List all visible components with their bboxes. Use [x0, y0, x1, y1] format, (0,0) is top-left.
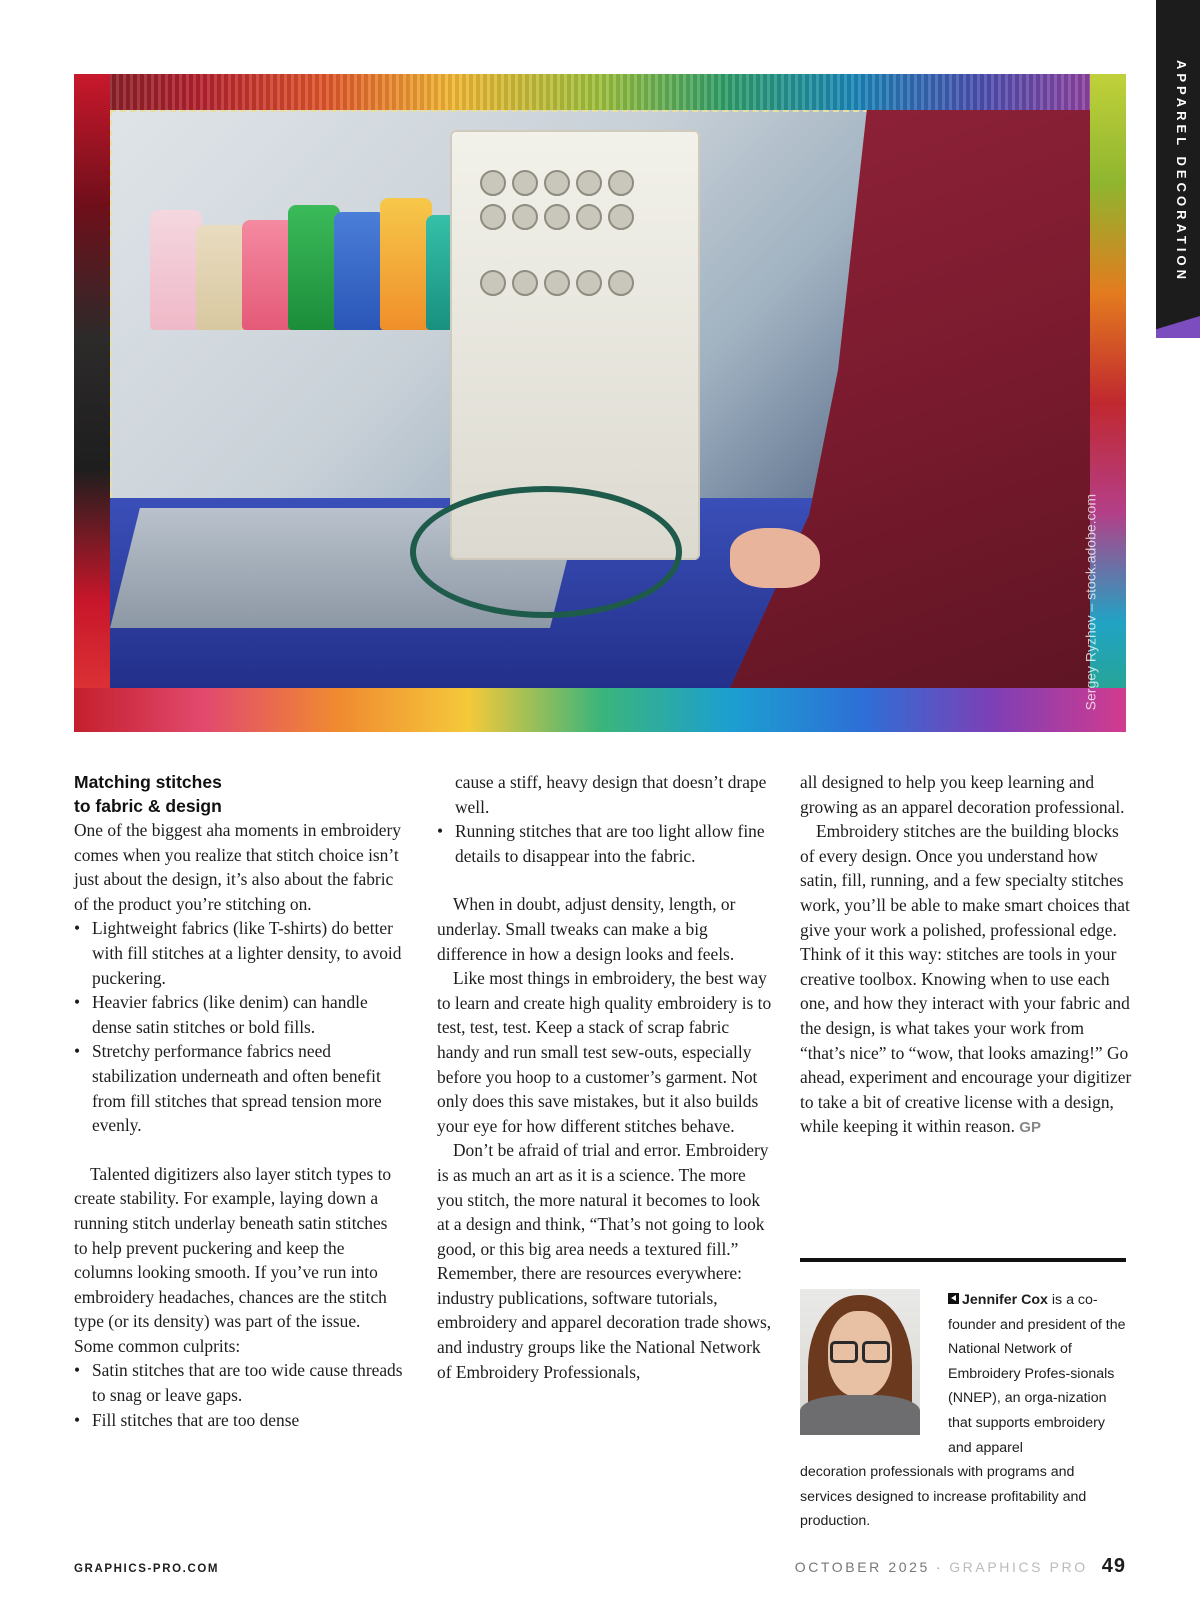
footer-separator: · — [935, 1559, 944, 1575]
body-paragraph: Don’t be afraid of trial and error. Embroidery is as much an art as it is a science. The more you stitch, the more natural it becomes to look at a design and think, “That’s not going to look good, or this big area needs a textured fill.” Remember, there are resources everywhere: industry publications, software tutorials, embroidery and apparel decoration trade shows, and industry groups like the National Network of Embroidery Professionals, — [437, 1140, 772, 1382]
operator-hand — [730, 528, 820, 588]
hero-photo — [74, 74, 1126, 732]
intro-paragraph: One of the biggest aha moments in embroidery comes when you realize that stitch choice isn’t just about the design, it’s also about the fabric of the product you’re stitching on. — [74, 820, 401, 914]
thread-spools-bottom — [74, 688, 1126, 732]
article-column-2 — [437, 770, 775, 1384]
body-paragraph: all designed to help you keep learning and growing as an apparel decoration professional. — [800, 772, 1125, 817]
list-item: • Heavier fabrics (like denim) can handle dense satin stitches or bold fills. — [74, 992, 368, 1037]
bio-marker-icon — [948, 1293, 959, 1304]
operator-arm — [730, 110, 1090, 688]
issue-date: OCTOBER 2025 — [794, 1559, 930, 1575]
article-column-3 — [800, 770, 1132, 1141]
author-bio: Jennifer Cox is a co-founder and president of the National Network of Embroidery Profes-sionals (NNEP), an orga-nization that supports embroidery and apparel — [948, 1292, 1126, 1456]
list-item: • Lightweight fabrics (like T-shirts) do better with fill stitches at a lighter density, to avoid puckering. — [74, 918, 402, 988]
closing-paragraph: Embroidery stitches are the building blocks of every design. Once you understand how satin, fill, running, and a few specialty stitches work, you’ll be able to make smart choices that give your work a polished, professional edge. Think of it this way: stitches are tools in your creative toolbox. Knowing when to use each one, and how they interact with your fabric and the design, is what takes your work from “that’s nice” to “wow, that looks amazing!” Go ahead, experiment and encourage your digitizer to take a bit of creative license with a design, while keeping it within reason. GP — [800, 821, 1132, 1137]
body-paragraph: Like most things in embroidery, the best way to learn and create high quality embroidery is to test, test, test. Keep a stack of scrap fabric handy and run small test sew-outs, especially before you hoop to a customer’s garment. Not only does this save mistakes, but it also builds your eye for how different stitches behave. — [437, 968, 772, 1136]
list-item: • Satin stitches that are too wide cause threads to snag or leave gaps. — [74, 1360, 403, 1406]
list-item: • Stretchy performance fabrics need stabilization underneath and often benefit from fill stitches that spread tension more evenly. — [74, 1041, 382, 1136]
body-paragraph: Talented digitizers also layer stitch types to create stability. For example, laying down a running stitch underlay beneath satin stitches to help prevent puckering and keep the columns looking smooth. If you’ve run into embroidery headaches, chances are the stitch type (or its density) was part of the issue. Some common culprits: — [74, 1163, 392, 1356]
photo-credit: Sergey Ryzhov – stock.adobe.com — [1082, 494, 1098, 711]
page-number: 49 — [1101, 1555, 1126, 1577]
list-item-continued: cause a stiff, heavy design that doesn’t drape well. — [455, 772, 767, 817]
footer-folio — [795, 1555, 1126, 1578]
end-mark: GP — [1019, 1119, 1041, 1137]
section-tab — [1156, 0, 1200, 338]
thread-cones — [150, 180, 490, 330]
author-bio-continued: decoration professionals with programs and services designed to increase profitability and production. — [800, 1464, 1087, 1530]
thread-spools-left — [74, 74, 110, 732]
thread-spools-top — [74, 74, 1126, 114]
list-item: • Running stitches that are too light allow fine details to disappear into the fabric. — [437, 821, 765, 866]
article-column-1 — [74, 770, 404, 1432]
body-paragraph: When in doubt, adjust density, length, or underlay. Small tweaks can make a big difference in how a design looks and feels. — [437, 894, 736, 964]
bio-divider — [800, 1258, 1126, 1262]
section-tab-label: APPAREL DECORATION — [1174, 60, 1189, 283]
author-name: Jennifer Cox — [962, 1292, 1048, 1308]
magazine-name: GRAPHICS PRO — [949, 1559, 1088, 1575]
section-heading: Matching stitches to fabric & design — [74, 772, 222, 816]
embroidery-hoop — [410, 486, 682, 618]
embroidery-scene — [110, 110, 1090, 688]
list-item: • Fill stitches that are too dense — [74, 1409, 300, 1430]
footer-site: GRAPHICS-PRO.COM — [74, 1563, 220, 1575]
author-photo — [800, 1289, 920, 1435]
